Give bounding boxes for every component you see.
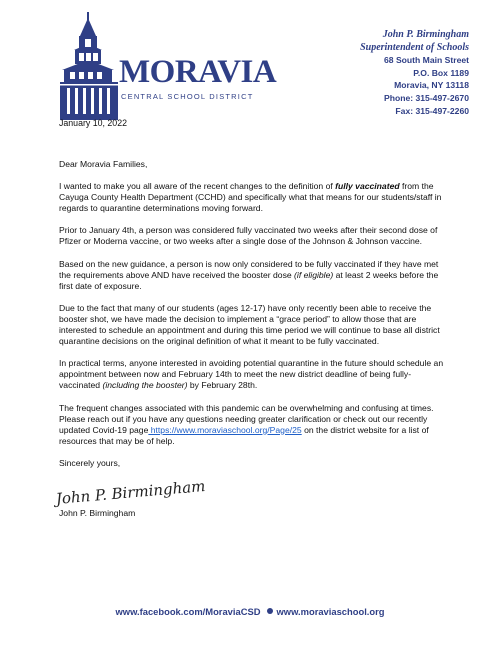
address-line: P.O. Box 1189 — [413, 67, 469, 78]
closing: Sincerely yours, — [59, 457, 121, 468]
emphasis-if-eligible: (if eligible) — [294, 269, 334, 280]
district-logo — [58, 12, 277, 120]
school-name: MORAVIA — [119, 54, 277, 90]
facebook-link[interactable]: www.facebook.com/MoraviaCSD — [115, 606, 261, 617]
paragraph-5: In practical terms, anyone interested in avoiding potential quarantine in the future should schedule an appointment between now and February 14th to meet the new district deadline of being fully-vaccinated (including the booster) by February 28th. — [59, 358, 444, 391]
paragraph-2: Prior to January 4th, a person was considered fully vaccinated two weeks after their second dose of Pfizer or Moderna vaccine, or two weeks after a single dose of the Johnson & Johnson vaccine. — [59, 225, 438, 247]
sender-title: Superintendent of Schools — [360, 41, 469, 53]
website-link[interactable]: www.moraviaschool.org — [276, 606, 385, 617]
greeting: Dear Moravia Families, — [59, 159, 148, 169]
address-line: 68 South Main Street — [384, 55, 469, 66]
paragraph-4: Due to the fact that many of our students (ages 12-17) have only recently been able to receive the booster shot, we have made the decision to implement a “grace period” to allow those that are interested to schedule an appointment and during this time period we will continue to base all district quarantine decisions on the original definition of what it meant to be fully vaccinated. — [59, 302, 440, 347]
emphasis-including-booster: (including the booster) — [102, 380, 188, 391]
sender-block — [360, 29, 469, 117]
paragraph-3: Based on the new guidance, a person is now only considered to be fully vaccinated if they have met the requirements above AND have received the booster dose (if eligible) at least 2 weeks before the first date of exposure. — [59, 258, 439, 291]
footer — [0, 606, 500, 617]
letter-date: January 10, 2022 — [59, 118, 127, 128]
school-subtitle: CENTRAL SCHOOL DISTRICT — [121, 92, 254, 101]
covid-page-link[interactable]: https://www.moraviaschool.org/Page/25 — [148, 424, 302, 435]
sender-name: John P. Birmingham — [382, 29, 469, 40]
emphasis-fully-vaccinated: fully vaccinated — [335, 181, 400, 192]
address-line: Moravia, NY 13118 — [394, 80, 469, 91]
letter-body — [59, 159, 449, 480]
signer-name: John P. Birmingham — [59, 508, 136, 518]
bullet-icon — [267, 608, 273, 614]
paragraph-6: The frequent changes associated with this pandemic can be overwhelming and confusing at times. Please reach out if you have any questions needing greater clarification or check out our recently updated Covid-19 page https://www.moraviaschool.org/Page/25 on the district website for a list of resources that may be of help. — [59, 402, 434, 446]
handwritten-signature: John P. Birmingham — [55, 476, 207, 508]
fax-line: Fax: 315-497-2260 — [395, 105, 469, 116]
phone-line: Phone: 315-497-2670 — [383, 92, 469, 103]
paragraph-1: I wanted to make you all aware of the recent changes to the definition of fully vaccinated from the Cayuga County Health Department (CCHD) and specifically what that means for our students/staff in regards to quarantine determinations moving forward. — [59, 181, 442, 214]
schoolhouse-logo-icon — [58, 12, 120, 120]
